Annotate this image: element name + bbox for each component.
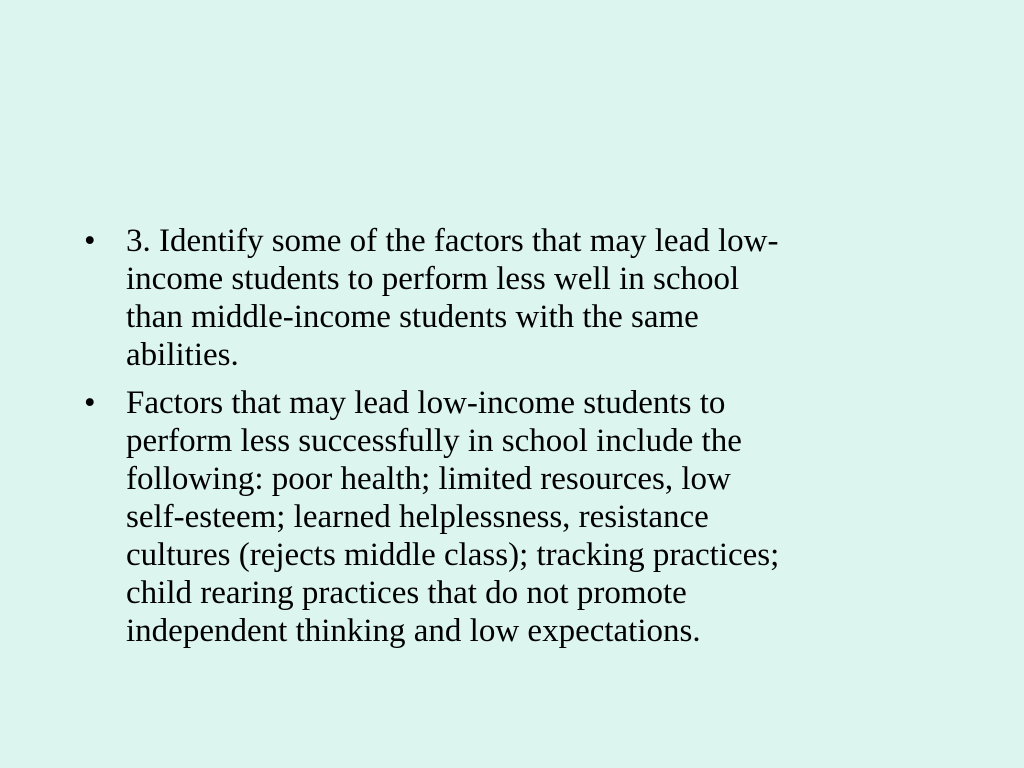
bullet-list [84, 222, 944, 660]
question-text: 3. Identify some of the factors that may lead low- income students to perform less well in school than middle-income students with the same abilities. [126, 223, 779, 373]
bullet-point-icon: • [84, 385, 96, 421]
bullet-point-icon: • [84, 223, 96, 259]
answer-text: Factors that may lead low-income students to perform less successfully in school include the following: poor health; limited resources, low self-esteem; learned helplessness, resistance cultures (rejects middle class); tracking practices; child rearing practices that do not promote independent thinking and low expectations. [126, 385, 780, 649]
bullet-item-question [84, 222, 944, 374]
bullet-item-answer [84, 384, 944, 650]
